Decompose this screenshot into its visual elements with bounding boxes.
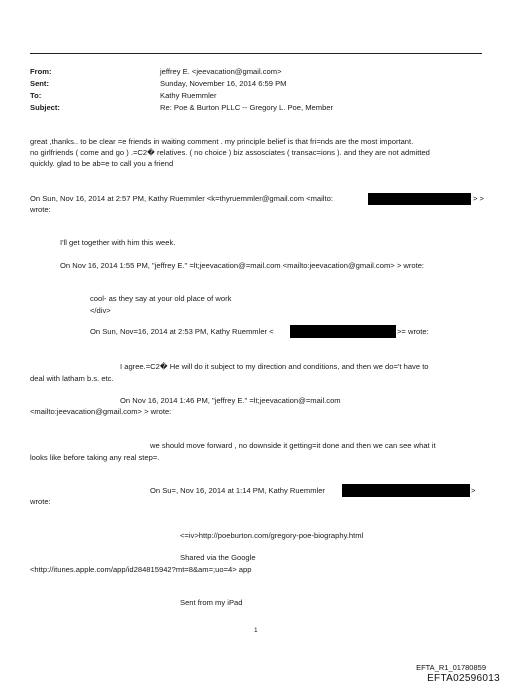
quote-header-3-start: On Sun, Nov=16, 2014 at 2:53 PM, Kathy Ruemmler < <box>90 327 274 336</box>
from-label: From: <box>30 67 52 76</box>
quote-header-5: On Su=, Nov 16, 2014 at 1:14 PM, Kathy Ruemmler <box>150 486 325 495</box>
redaction-box <box>342 484 470 497</box>
header-divider <box>30 53 482 54</box>
quote-header-1-wrote: wrote: <box>30 205 51 214</box>
quote-header-3-end: >= wrote: <box>397 327 429 336</box>
quote-header-4-line-1: On Nov 16, 2014 1:46 PM, "jeffrey E." =lt;jeevacation@=mail.com <box>120 396 341 405</box>
biography-link-line: <=iv>http://poeburton.com/gregory-poe-biography.html <box>180 531 364 540</box>
document-id-small: EFTA_R1_01780859 <box>416 663 486 672</box>
reply-line-1: great ,thanks.. to be clear =e friends in waiting comment . my principle belief is that fri=nds are the most important. <box>30 137 414 146</box>
quote-header-4-line-2: <mailto:jeevacation@gmail.com> > wrote: <box>30 407 172 416</box>
quoted-reply-2-line-2: </div> <box>90 306 111 315</box>
quoted-reply-3-line-2: deal with latham b.s. etc. <box>30 374 114 383</box>
document-id-large: EFTA02596013 <box>427 673 500 684</box>
quote-header-5-wrote: wrote: <box>30 497 51 506</box>
to-value: Kathy Ruemmler <box>160 91 217 100</box>
quoted-reply-4-line-2: looks like before taking any real step=. <box>30 453 160 462</box>
signature-line: Sent from my iPad <box>180 598 243 607</box>
to-label: To: <box>30 91 42 100</box>
from-value: jeffrey E. <jeevacation@gmail.com> <box>160 67 282 76</box>
itunes-link-line: <http://itunes.apple.com/app/id284815942?mt=8&am=;uo=4> app <box>30 565 252 574</box>
sent-label: Sent: <box>30 79 49 88</box>
redaction-box <box>368 193 471 205</box>
quote-header-1-tail: > > <box>473 194 484 203</box>
shared-via-line: Shared via the Google <box>180 553 256 562</box>
subject-label: Subject: <box>30 103 60 112</box>
quoted-reply-3-line-1: I agree.=C2� He will do it subject to my direction and conditions, and then we do='t have to <box>120 362 429 371</box>
quoted-reply-4-line-1: we should move forward , no downside it getting=it done and then we can see what it <box>150 441 436 450</box>
quote-header-1: On Sun, Nov 16, 2014 at 2:57 PM, Kathy Ruemmler <k=thyruemmler@gmail.com <mailto: <box>30 194 333 203</box>
redaction-box <box>290 325 396 338</box>
quote-header-5-tail: > <box>471 486 476 495</box>
sent-value: Sunday, November 16, 2014 6:59 PM <box>160 79 287 88</box>
quoted-reply-2-line-1: cool- as they say at your old place of work <box>90 294 232 303</box>
quote-header-2: On Nov 16, 2014 1:55 PM, "jeffrey E." =lt;jeevacation@=mail.com <mailto:jeevacation@gmail.com> > wrote: <box>60 261 425 270</box>
reply-line-3: quickly. glad to be ab=e to call you a friend <box>30 159 174 168</box>
page-number: 1 <box>254 627 258 634</box>
subject-value: Re: Poe & Burton PLLC -- Gregory L. Poe, Member <box>160 103 334 112</box>
reply-line-2: no girlfriends ( come and go ) .=C2� relatives. ( no choice ) biz assosciates ( transac=ions ). and they are not admitted <box>30 148 430 157</box>
quoted-reply-1: I'll get together with him this week. <box>60 238 176 247</box>
